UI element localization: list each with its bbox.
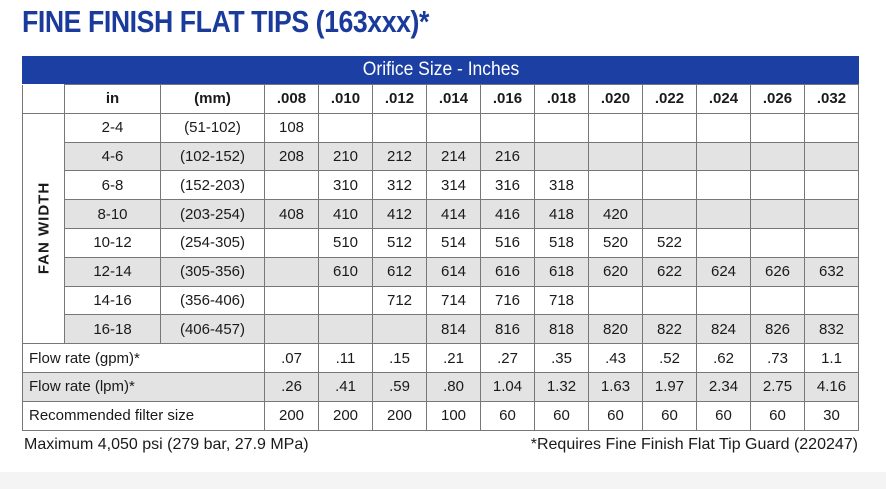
tip-number-cell: 414 <box>427 200 481 229</box>
tip-number-cell <box>751 142 805 171</box>
spec-value-cell: .35 <box>535 344 589 373</box>
tip-number-cell <box>265 315 319 344</box>
tip-number-cell: 616 <box>481 257 535 286</box>
page-title: FINE FINISH FLAT TIPS (163xxx)* <box>22 4 429 39</box>
tip-number-cell <box>805 286 859 315</box>
tip-number-cell <box>535 113 589 142</box>
spec-value-cell: 1.32 <box>535 372 589 401</box>
spec-label: Flow rate (lpm)* <box>23 372 265 401</box>
header-in: in <box>65 85 161 114</box>
tip-number-cell <box>751 228 805 257</box>
tip-number-cell: 820 <box>589 315 643 344</box>
header-row <box>23 85 859 114</box>
tip-number-cell <box>265 286 319 315</box>
tip-number-cell: 318 <box>535 171 589 200</box>
tip-number-cell: 512 <box>373 228 427 257</box>
tip-number-cell: 832 <box>805 315 859 344</box>
tip-number-cell <box>265 228 319 257</box>
tip-number-cell: 408 <box>265 200 319 229</box>
orifice-size-header: .008 <box>265 85 319 114</box>
header-corner <box>23 85 65 114</box>
tip-number-cell: 210 <box>319 142 373 171</box>
fan-width-mm: (254-305) <box>161 228 265 257</box>
tip-number-cell <box>535 142 589 171</box>
fan-width-label: FAN WIDTH <box>35 182 52 275</box>
tip-number-cell: 522 <box>643 228 697 257</box>
fan-width-in: 12-14 <box>65 257 161 286</box>
tip-number-cell: 412 <box>373 200 427 229</box>
spec-value-cell: 60 <box>589 401 643 430</box>
spec-label: Flow rate (gpm)* <box>23 344 265 373</box>
tip-number-cell: 312 <box>373 171 427 200</box>
tip-number-cell <box>643 171 697 200</box>
tip-number-cell <box>805 113 859 142</box>
spec-value-cell: 60 <box>751 401 805 430</box>
tip-number-cell: 310 <box>319 171 373 200</box>
tip-number-cell: 718 <box>535 286 589 315</box>
tip-number-cell <box>697 142 751 171</box>
tip-number-cell: 620 <box>589 257 643 286</box>
fan-width-mm: (152-203) <box>161 171 265 200</box>
tip-number-cell: 510 <box>319 228 373 257</box>
tip-number-cell <box>751 200 805 229</box>
tip-number-cell: 108 <box>265 113 319 142</box>
spec-value-cell: .52 <box>643 344 697 373</box>
fan-width-mm: (406-457) <box>161 315 265 344</box>
spec-row <box>23 344 859 373</box>
tip-number-cell: 416 <box>481 200 535 229</box>
tip-number-cell: 516 <box>481 228 535 257</box>
spec-label: Recommended filter size <box>23 401 265 430</box>
fan-width-in: 8-10 <box>65 200 161 229</box>
tip-number-cell <box>643 200 697 229</box>
orifice-size-header: .016 <box>481 85 535 114</box>
tip-number-cell: 212 <box>373 142 427 171</box>
spec-value-cell: 2.75 <box>751 372 805 401</box>
tip-number-cell: 618 <box>535 257 589 286</box>
tip-number-cell <box>697 113 751 142</box>
orifice-size-header: .032 <box>805 85 859 114</box>
spec-value-cell: .21 <box>427 344 481 373</box>
tip-number-cell: 314 <box>427 171 481 200</box>
tip-number-cell: 612 <box>373 257 427 286</box>
spec-value-cell: .80 <box>427 372 481 401</box>
fan-width-mm: (51-102) <box>161 113 265 142</box>
spec-value-cell: 1.1 <box>805 344 859 373</box>
spec-value-cell: 1.97 <box>643 372 697 401</box>
tip-number-cell: 208 <box>265 142 319 171</box>
tip-number-cell <box>589 171 643 200</box>
orifice-size-header: .012 <box>373 85 427 114</box>
orifice-size-label: Orifice Size - Inches <box>362 59 519 80</box>
spec-value-cell: .43 <box>589 344 643 373</box>
tip-number-cell <box>319 315 373 344</box>
tip-number-cell <box>319 286 373 315</box>
tip-number-cell: 622 <box>643 257 697 286</box>
tip-number-cell <box>265 171 319 200</box>
tip-number-cell: 824 <box>697 315 751 344</box>
spec-value-cell: 2.34 <box>697 372 751 401</box>
tip-number-cell: 822 <box>643 315 697 344</box>
tip-number-cell <box>805 171 859 200</box>
tip-number-cell <box>265 257 319 286</box>
tip-number-cell <box>805 228 859 257</box>
max-pressure-note: Maximum 4,050 psi (279 bar, 27.9 MPa) <box>24 436 309 453</box>
tip-number-cell <box>805 200 859 229</box>
spec-value-cell: 4.16 <box>805 372 859 401</box>
spec-value-cell: .15 <box>373 344 427 373</box>
fan-width-in: 14-16 <box>65 286 161 315</box>
spec-value-cell: 200 <box>265 401 319 430</box>
orifice-size-header: .022 <box>643 85 697 114</box>
fan-width-in: 4-6 <box>65 142 161 171</box>
spec-value-cell: 60 <box>697 401 751 430</box>
tip-number-cell: 514 <box>427 228 481 257</box>
tip-number-cell: 410 <box>319 200 373 229</box>
tip-number-cell: 816 <box>481 315 535 344</box>
tip-number-cell <box>751 286 805 315</box>
table-row <box>23 315 859 344</box>
table-row <box>23 142 859 171</box>
tip-number-cell <box>481 113 535 142</box>
spec-value-cell: .26 <box>265 372 319 401</box>
spec-value-cell: 1.63 <box>589 372 643 401</box>
tip-number-cell <box>589 142 643 171</box>
spec-value-cell: .41 <box>319 372 373 401</box>
orifice-size-header: .024 <box>697 85 751 114</box>
tip-number-cell <box>697 171 751 200</box>
tip-number-cell: 814 <box>427 315 481 344</box>
tip-number-cell <box>427 113 481 142</box>
tip-size-table <box>22 56 859 432</box>
tip-number-cell <box>643 286 697 315</box>
spec-value-cell: .59 <box>373 372 427 401</box>
fan-width-mm: (305-356) <box>161 257 265 286</box>
header-mm: (mm) <box>161 85 265 114</box>
tip-grid <box>22 84 859 431</box>
tip-number-cell <box>751 171 805 200</box>
tip-number-cell: 712 <box>373 286 427 315</box>
tip-number-cell: 818 <box>535 315 589 344</box>
table-row <box>23 113 859 142</box>
spec-value-cell: 60 <box>481 401 535 430</box>
tip-number-cell: 520 <box>589 228 643 257</box>
tip-guard-note: *Requires Fine Finish Flat Tip Guard (220247) <box>530 436 858 453</box>
spec-value-cell: .62 <box>697 344 751 373</box>
orifice-size-header: .026 <box>751 85 805 114</box>
table-row <box>23 200 859 229</box>
tip-number-cell <box>319 113 373 142</box>
tip-number-cell: 420 <box>589 200 643 229</box>
tip-number-cell: 632 <box>805 257 859 286</box>
fan-width-in: 10-12 <box>65 228 161 257</box>
orifice-size-banner <box>22 56 859 84</box>
spec-value-cell: .07 <box>265 344 319 373</box>
tip-number-cell <box>643 142 697 171</box>
spec-value-cell: 30 <box>805 401 859 430</box>
spec-value-cell: .73 <box>751 344 805 373</box>
tip-number-cell: 216 <box>481 142 535 171</box>
fan-width-mm: (102-152) <box>161 142 265 171</box>
tip-number-cell <box>751 113 805 142</box>
tip-number-cell: 518 <box>535 228 589 257</box>
spec-value-cell: .27 <box>481 344 535 373</box>
spec-value-cell: .11 <box>319 344 373 373</box>
fan-width-mm: (356-406) <box>161 286 265 315</box>
tip-number-cell <box>697 286 751 315</box>
fan-width-label-cell <box>23 113 65 343</box>
spec-value-cell: 100 <box>427 401 481 430</box>
orifice-size-header: .020 <box>589 85 643 114</box>
orifice-size-header: .014 <box>427 85 481 114</box>
tip-number-cell <box>643 113 697 142</box>
spec-row <box>23 401 859 430</box>
spec-row <box>23 372 859 401</box>
tip-number-cell: 624 <box>697 257 751 286</box>
table-row <box>23 257 859 286</box>
tip-number-cell: 214 <box>427 142 481 171</box>
orifice-size-header: .010 <box>319 85 373 114</box>
fan-width-in: 6-8 <box>65 171 161 200</box>
tip-number-cell <box>373 113 427 142</box>
tip-number-cell <box>697 228 751 257</box>
fan-width-in: 16-18 <box>65 315 161 344</box>
fan-width-in: 2-4 <box>65 113 161 142</box>
spec-value-cell: 200 <box>373 401 427 430</box>
spec-value-cell: 60 <box>535 401 589 430</box>
spec-value-cell: 200 <box>319 401 373 430</box>
tip-number-cell: 626 <box>751 257 805 286</box>
tip-number-cell <box>373 315 427 344</box>
tip-number-cell <box>589 113 643 142</box>
tip-number-cell <box>589 286 643 315</box>
spec-value-cell: 60 <box>643 401 697 430</box>
orifice-size-header: .018 <box>535 85 589 114</box>
table-row <box>23 228 859 257</box>
table-row <box>23 171 859 200</box>
tip-number-cell: 716 <box>481 286 535 315</box>
tip-number-cell: 614 <box>427 257 481 286</box>
table-row <box>23 286 859 315</box>
spec-value-cell: 1.04 <box>481 372 535 401</box>
tip-number-cell <box>805 142 859 171</box>
tip-number-cell: 714 <box>427 286 481 315</box>
tip-number-cell: 826 <box>751 315 805 344</box>
tip-number-cell: 316 <box>481 171 535 200</box>
bottom-strip <box>0 472 886 489</box>
tip-number-cell <box>697 200 751 229</box>
fan-width-mm: (203-254) <box>161 200 265 229</box>
tip-number-cell: 418 <box>535 200 589 229</box>
tip-number-cell: 610 <box>319 257 373 286</box>
